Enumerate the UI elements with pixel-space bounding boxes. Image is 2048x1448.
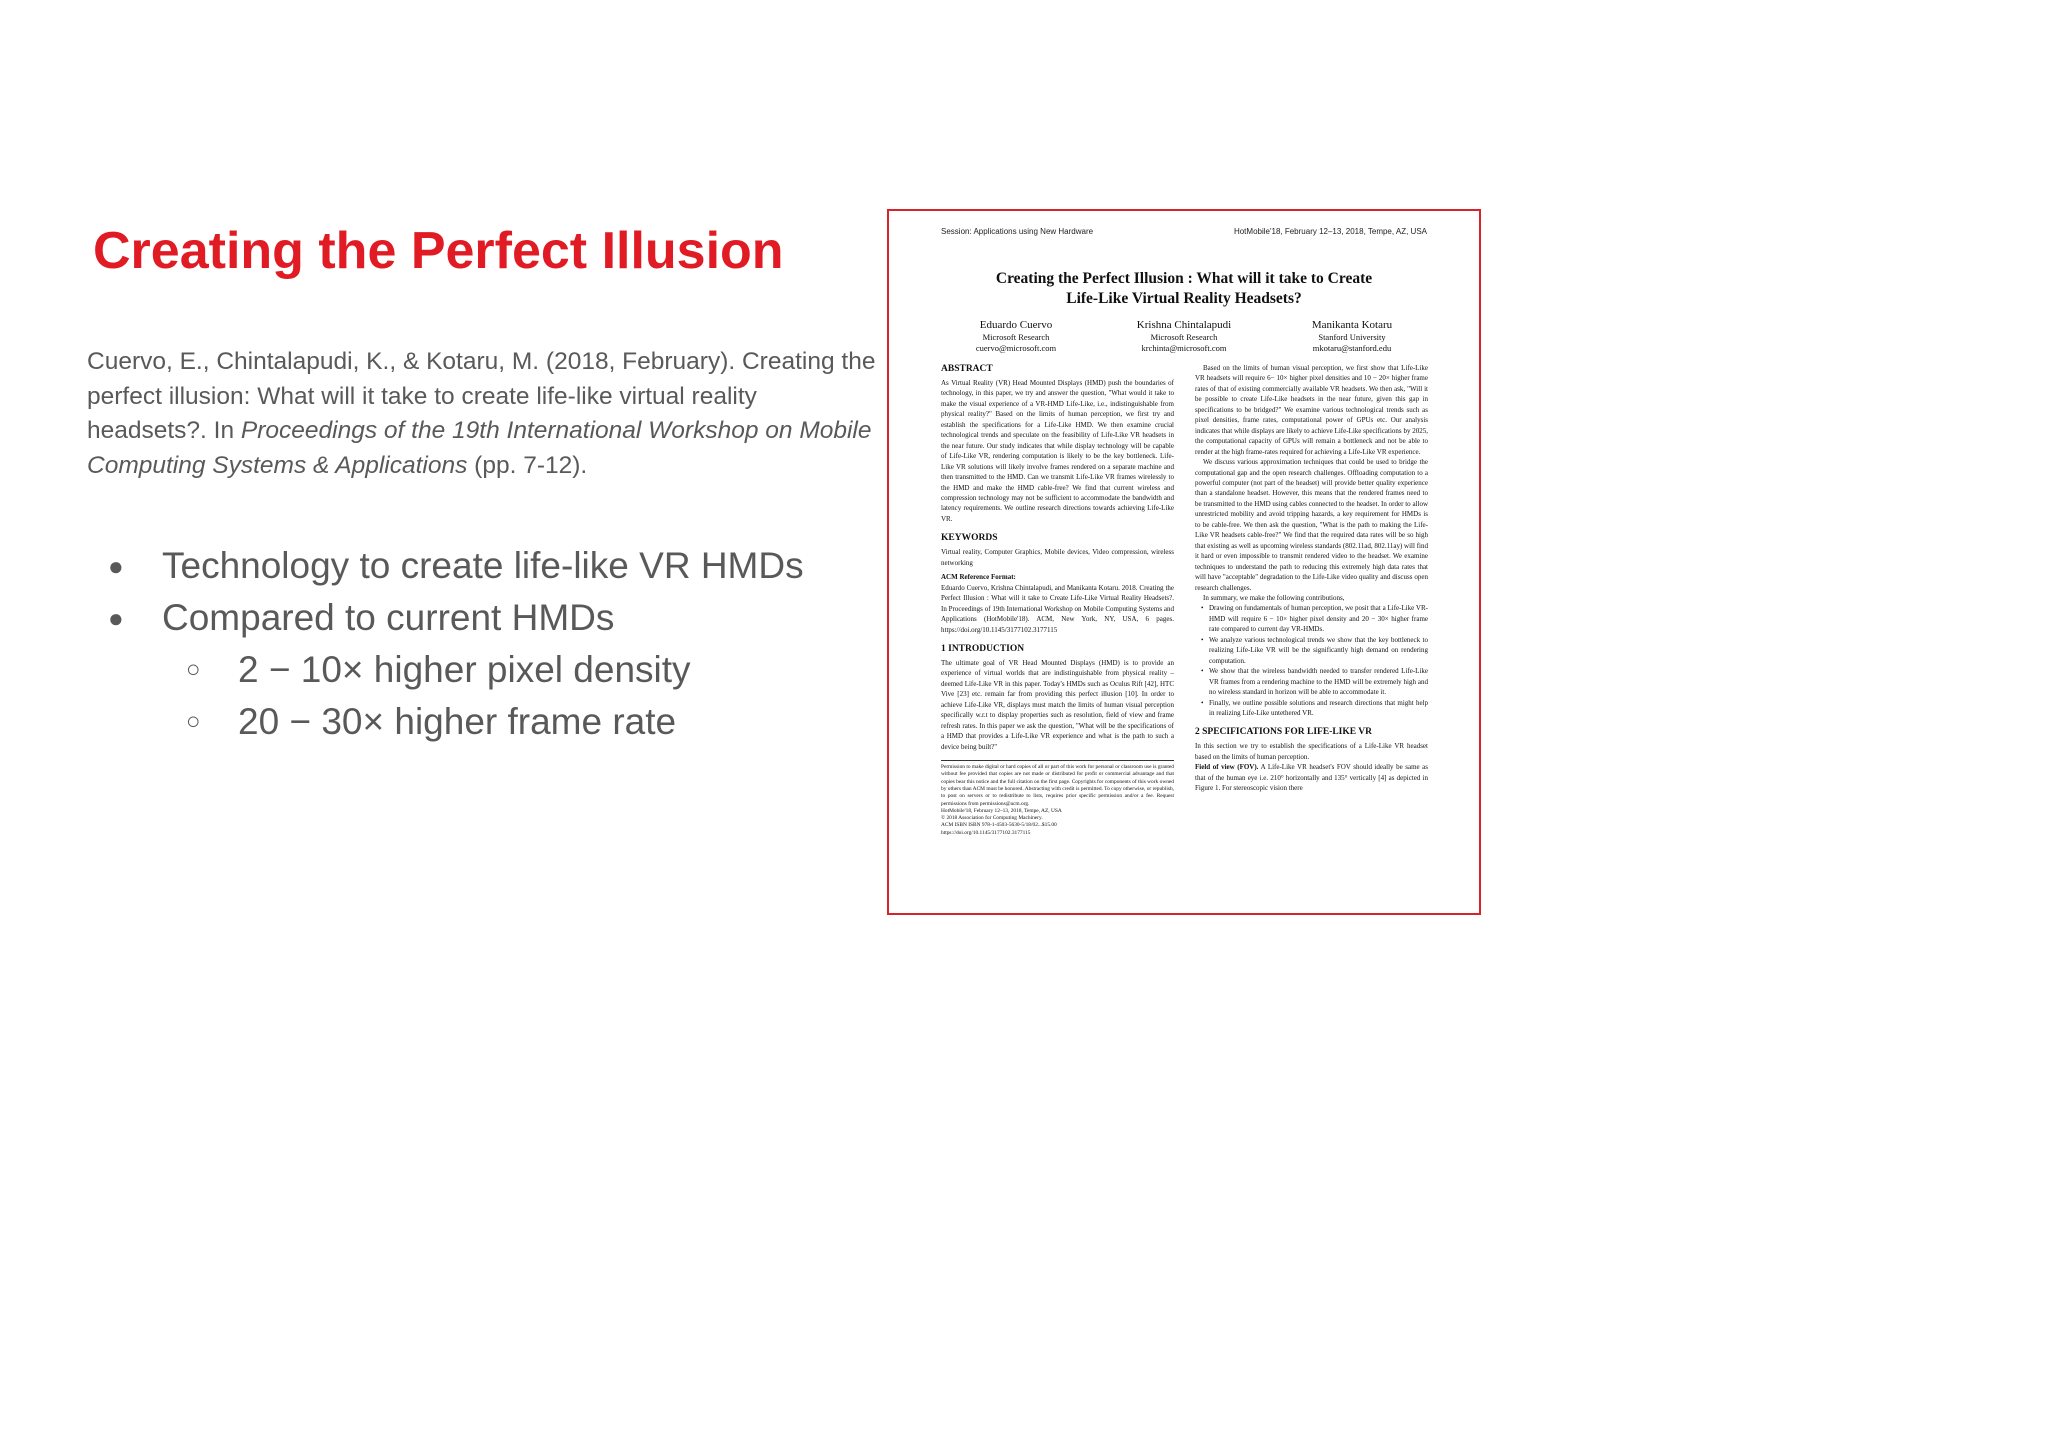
running-head-venue: HotMobile'18, February 12–13, 2018, Tempe, AZ, USA bbox=[1233, 227, 1427, 236]
contribution-item: • We show that the wireless bandwidth needed to transfer rendered Life-Like VR frames from a rendering machine to the HMD will be extremely high and no wireless standard in horizon will be able to accommodate it. bbox=[1209, 666, 1428, 697]
bullet-list bbox=[108, 540, 868, 748]
footnote-isbn: ACM ISBN ISBN 978-1-4503-5630-5/18/02...$15.00 bbox=[941, 822, 1057, 829]
contribution-item: • We analyze various technological trends we show that the key bottleneck to realizing Life-Like VR will be the significantly high demand on rendering computation. bbox=[1209, 635, 1428, 666]
footnote-venue: HotMobile'18, February 12–13, 2018, Tempe, AZ, USA bbox=[941, 807, 1062, 814]
bullet-text: 2 − 10× higher pixel density bbox=[238, 649, 691, 690]
author-email: mkotaru@stanford.edu bbox=[1312, 343, 1392, 353]
author-name: Eduardo Cuervo bbox=[979, 319, 1053, 331]
abstract-heading: ABSTRACT bbox=[941, 364, 993, 374]
keywords-text: Virtual reality, Computer Graphics, Mobile devices, Video compression, wireless networking bbox=[941, 548, 1174, 567]
author-affiliation: Microsoft Research bbox=[1150, 332, 1218, 342]
citation-text: Cuervo, E., Chintalapudi, K., & Kotaru, M. (2018, February). Creating the perfect illusion: What will it take to create life-like virtual reality headsets?. In bbox=[87, 348, 876, 444]
paper-title-line: Creating the Perfect Illusion : What will it take to Create bbox=[995, 270, 1373, 287]
abstract-section bbox=[941, 363, 1174, 524]
permission-notice: Permission to make digital or hard copies of all or part of this work for personal or classroom use is granted without fee provided that copies are not made or distributed for profit or commercial advantage and that copies bear this notice and the full citation on the first page. Copyrights for components of this work owned by others than ACM must be honored. Abstracting with credit is permitted. To copy otherwise, or republish, to post on servers or to redistribute to lists, requires prior specific permission and/or a fee. Request permissions from permissions@acm.org. bbox=[941, 764, 1174, 807]
citation-venue: Proceedings of the 19th International Workshop on Mobile Computing Systems & Applications bbox=[87, 417, 872, 479]
paper-right-column bbox=[1195, 363, 1428, 794]
paper-title bbox=[929, 269, 1439, 308]
introduction-heading: 1 INTRODUCTION bbox=[941, 643, 1025, 654]
specifications-text: In this section we try to establish the specifications of a Life-Like VR headset based on the limits of human perception. bbox=[1195, 742, 1428, 761]
footnote-copyright: © 2018 Association for Computing Machinery. bbox=[941, 815, 1043, 822]
slide-title: Creating the Perfect Illusion bbox=[93, 222, 784, 280]
abstract-text: As Virtual Reality (VR) Head Mounted Displays (HMD) push the boundaries of technology, in this paper, we try and answer the question, "What would it take to make the visual experience of a VR-HMD Life-Like, i.e., indistinguishable from physical reality?" Based on the limits of human perception, we first try and establish the specifications for a Life-Like HMD. We then examine crucial technological trends and speculate on the feasibility of Life-Like VR headsets in the near future. Our study indicates that while display technology will be capable of Life-Like VR, rendering computation is likely to be the key bottleneck. Life-Like VR solutions will likely involve frames rendered on a separate machine and then transmitted to the HMD. Can we transmit Life-Like VR frames wirelessly to the HMD and make the HMD cable-free? We find that current wireless and compression technology may not be sufficient to accommodate the bandwidth and latency requirements. We outline research directions towards achieving Life-Like VR. bbox=[941, 379, 1174, 523]
keywords-heading: KEYWORDS bbox=[941, 533, 998, 544]
keywords-section bbox=[941, 532, 1174, 635]
sub-bullet-item bbox=[108, 696, 868, 748]
author-affiliation: Microsoft Research bbox=[982, 332, 1050, 342]
author-email: cuervo@microsoft.com bbox=[975, 343, 1057, 353]
bullet-text: 20 − 30× higher frame rate bbox=[238, 701, 677, 742]
contributions-list bbox=[1195, 603, 1428, 718]
introduction-section bbox=[941, 643, 1174, 752]
paragraph: In summary, we make the following contributions, bbox=[1203, 593, 1345, 602]
bullet-item bbox=[108, 540, 868, 592]
paragraph: Based on the limits of human visual perception, we first show that Life-Like VR headsets will require 6− 10× higher pixel densities and 10 − 20× higher frame rates of that of existing commercially available VR headsets. We then ask, "Will it be possible to create Life-Like headsets in the near future, given this gap in specifications to be bridged?" We examine various technological trends such as pixel densities, frame rates, computational power of GPUs etc. Our analysis indicates that while displays are likely to achieve Life-Like specifications by 2025, the computational capacity of GPUs will remain a bottleneck and not be able to render at the high frame-rates required for achieving a Life-Like VR experience. bbox=[1195, 364, 1428, 456]
contribution-item: • Drawing on fundamentals of human perception, we posit that a Life-Like VR-HMD will require 6 − 10× higher pixel density and 20 − 30× higher frame rate compared to current day VR-HMDs. bbox=[1209, 603, 1428, 634]
paragraph: We discuss various approximation techniques that could be used to bridge the computational gap and the open research challenges. Offloading computation to a powerful computer (not part of the headset) will provide better quality experience than a standalone headset. However, this means that the rendered frames need to be transmitted to the HMD using cables connected to the headset. In order to allow unrestricted mobility and avoid tripping hazards, a key requirement for HMDs is to be cable-free. We then ask the question, "What is the path to making the Life-Like VR headsets cable-free?" We find that the required data rates will be so high that existing as well as upcoming wireless standards (802.11ad, 802.11ay) will find it hard or even impossible to transmit rendered video to the headset. We examine techniques to understand the path to reducing this extremely high data rates that will have "acceptable" degradation to the Life-Like video quality and discuss open research challenges. bbox=[1195, 458, 1428, 592]
paper-title-line: Life-Like Virtual Reality Headsets? bbox=[1066, 289, 1302, 307]
citation-pages: (pp. 7-12). bbox=[467, 451, 588, 479]
author-email: krchinta@microsoft.com bbox=[1141, 343, 1227, 353]
acm-reference-text: Eduardo Cuervo, Krishna Chintalapudi, and Manikanta Kotaru. 2018. Creating the Perfect Illusion : What will it take to Create Life-Like Virtual Reality Headsets?. In Proceedings of 19th International Workshop on Mobile Computing Systems and Applications (HotMobile'18). ACM, New York, NY, USA, 6 pages. https://doi.org/10.1145/3177102.3177115 bbox=[941, 583, 1174, 634]
bullet-dot-icon: ● bbox=[108, 551, 124, 581]
paper-preview bbox=[887, 209, 1481, 915]
footnote-doi: https://doi.org/10.1145/3177102.3177115 bbox=[941, 829, 1031, 836]
fov-paragraph bbox=[1195, 762, 1428, 793]
bullet-text: Compared to current HMDs bbox=[162, 597, 615, 638]
sub-bullet-item bbox=[108, 644, 868, 696]
bullet-item bbox=[108, 592, 868, 644]
bullet-text: Technology to create life-like VR HMDs bbox=[162, 545, 804, 586]
author-block bbox=[1109, 319, 1259, 354]
paper-footnote bbox=[941, 760, 1174, 837]
bullet-dot-icon: ● bbox=[108, 603, 124, 633]
fov-text: A Life-Like VR headset's FOV should ideally be same as that of the human eye i.e. 210° horizontally and 135° vertically [4] as depicted in Figure 1. For stereoscopic vision there bbox=[1195, 763, 1428, 793]
paper-authors bbox=[941, 319, 1427, 354]
introduction-text: The ultimate goal of VR Head Mounted Displays (HMD) is to provide an experience of virtual worlds that are indistinguishable from physical reality – deemed Life-Like VR in this paper. Today's HMDs such as Oculus Rift [42], HTC Vive [23] etc. remain far from providing this perfect illusion [10]. In order to achieve Life-Like VR, displays must match the limits of human visual perception specifically w.r.t to display properties such as resolution, field of view and frame refresh rates. In this paper we ask the question, "What will be the specifications of a HMD that provides a Life-Like VR experience and what is the path to such a device being built?" bbox=[941, 658, 1174, 751]
author-affiliation: Stanford University bbox=[1318, 332, 1386, 342]
acm-reference-heading: ACM Reference Format: bbox=[941, 573, 1016, 582]
specifications-heading: 2 SPECIFICATIONS FOR LIFE-LIKE VR bbox=[1195, 727, 1373, 738]
fov-label: Field of view (FOV). bbox=[1195, 763, 1259, 772]
bullet-circle-icon: ○ bbox=[186, 708, 201, 735]
contribution-item: • Finally, we outline possible solutions and research directions that might help in realizing Life-Like untethered VR. bbox=[1209, 698, 1428, 719]
paper-left-column bbox=[941, 363, 1174, 837]
author-block bbox=[1277, 319, 1427, 354]
running-head-session: Session: Applications using New Hardware bbox=[941, 227, 1094, 236]
bullet-circle-icon: ○ bbox=[186, 656, 201, 683]
author-name: Krishna Chintalapudi bbox=[1136, 319, 1232, 331]
citation bbox=[87, 345, 877, 483]
author-block bbox=[941, 319, 1091, 354]
paper-running-head bbox=[941, 227, 1427, 236]
author-name: Manikanta Kotaru bbox=[1311, 319, 1393, 331]
